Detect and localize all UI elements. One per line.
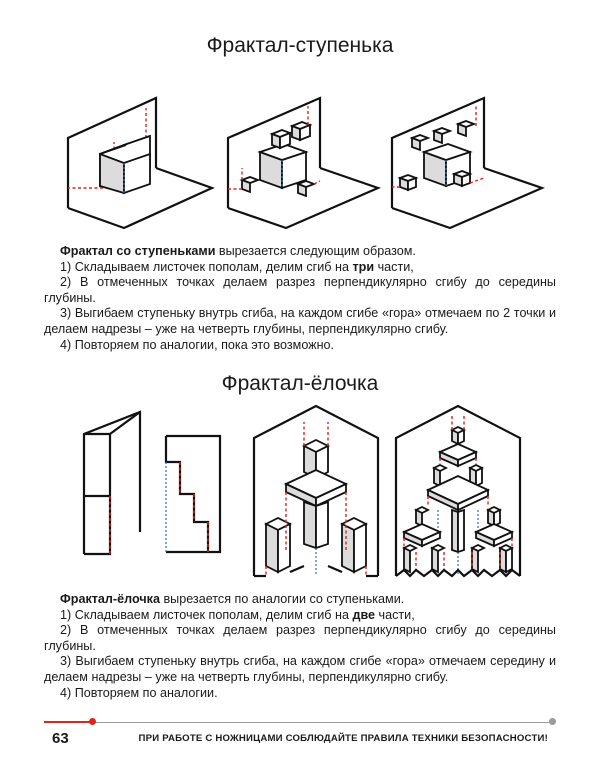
step-fractal-step-4: 4) Повторяем по аналогии, пока это возможно. — [60, 337, 335, 352]
tree-fractal-figure-folded-sheet — [80, 408, 150, 558]
tree-fractal-step-3: 3) Выгибаем ступеньку внутрь сгиба, на каждом сгибе «гора» отмечаем середину и делаем надрезы – уже на четверть глубины, перпендикулярно сгибу. — [44, 654, 556, 684]
tree-fractal-figure-two-levels — [250, 402, 382, 580]
section-title-step-fractal: Фрактал-ступенька — [206, 34, 394, 57]
tree-fractal-intro: Фрактал-ёлочка вырезается по аналогии со ступеньками. — [60, 592, 405, 606]
tree-fractal-step-4: 4) Повторяем по аналогии. — [60, 685, 218, 700]
tree-fractal-step-2: 2) В отмеченных точках делаем разрез перпендикулярно сгибу до середины глубины. — [44, 623, 556, 653]
step-fractal-instructions — [44, 244, 556, 353]
step-fractal-intro: Фрактал со ступеньками вырезается следующим образом. — [60, 244, 416, 258]
tree-fractal-step-1: 1) Складываем листочек пополам, делим сгиб на две части, — [60, 607, 415, 622]
footer-dot-red — [89, 718, 96, 725]
step-fractal-step-3: 3) Выгибаем ступеньку внутрь сгиба, на каждом сгибе «гора» отмечаем по 2 точки и делаем надрезы – уже на четверть глубины, перпендикулярно сгибу. — [44, 306, 556, 336]
step-fractal-step-2: 2) В отмеченных точках делаем разрез перпендикулярно сгибу до середины глубины. — [44, 275, 556, 305]
footer-dot-gray — [549, 718, 556, 725]
safety-note: ПРИ РАБОТЕ С НОЖНИЦАМИ СОБЛЮДАЙТЕ ПРАВИЛА ТЕХНИКИ БЕЗОПАСНОСТИ! — [138, 733, 548, 744]
section-title-tree-fractal: Фрактал-ёлочка — [221, 372, 379, 395]
footer-rule-accent — [44, 721, 92, 723]
step-fractal-step-1: 1) Складываем листочек пополам, делим сгиб на три части, — [60, 259, 414, 274]
step-fractal-figure-2 — [220, 98, 385, 228]
step-fractal-figure-1 — [60, 98, 220, 228]
page-number: 63 — [52, 730, 69, 747]
footer-rule — [92, 722, 550, 724]
step-fractal-figure-3 — [384, 98, 549, 228]
tree-fractal-figure-three-levels — [392, 402, 524, 580]
tree-fractal-figure-cut-pattern — [162, 432, 224, 556]
tree-fractal-instructions — [44, 592, 556, 701]
